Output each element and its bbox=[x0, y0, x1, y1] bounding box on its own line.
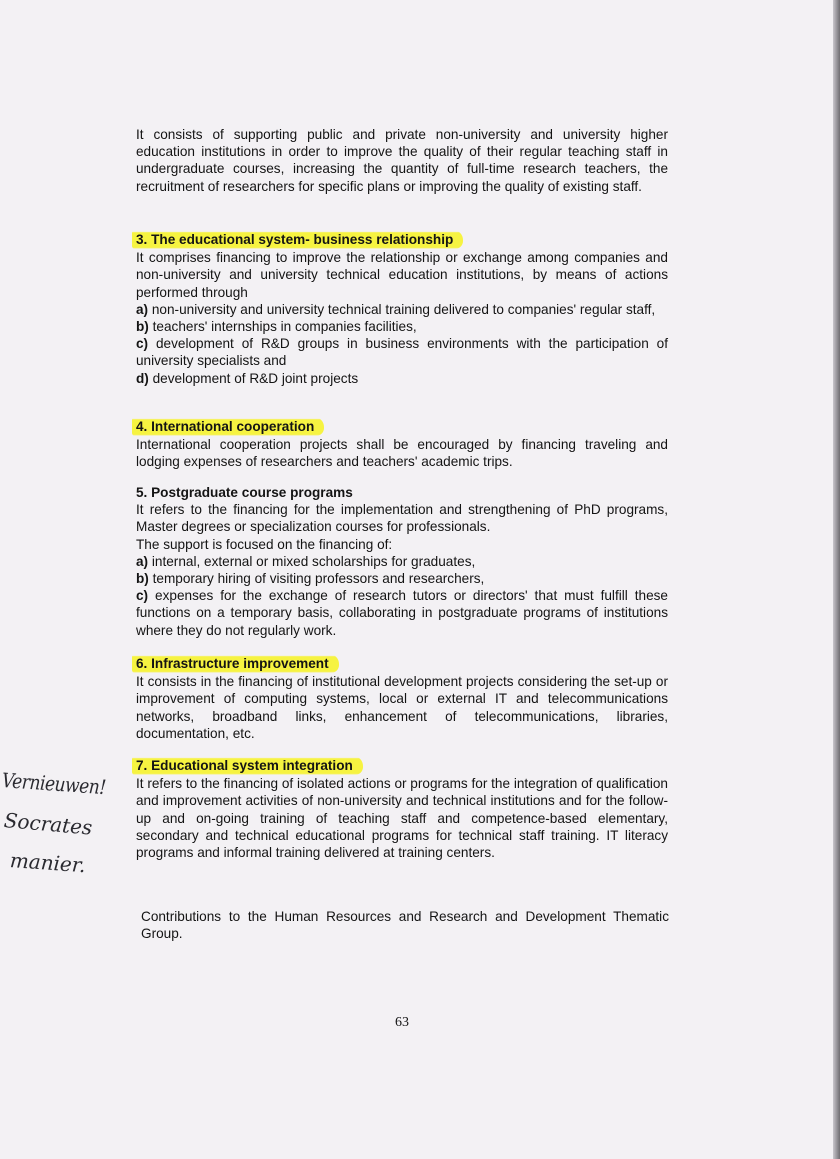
handwritten-note-line-3: manier. bbox=[9, 848, 87, 878]
section-5-item-a: a) internal, external or mixed scholarships for graduates, bbox=[136, 553, 476, 569]
handwritten-margin-note bbox=[2, 760, 142, 880]
section-3-body: It comprises financing to improve the relationship or exchange among companies and non-university and university technical education institutions, by means of actions performed through bbox=[136, 250, 668, 300]
section-4-heading: 4. International cooperation bbox=[132, 417, 324, 436]
section-7 bbox=[136, 756, 668, 861]
page-number: 63 bbox=[395, 1015, 409, 1030]
section-5-item-b: b) temporary hiring of visiting professors and researchers, bbox=[136, 571, 485, 587]
section-5 bbox=[136, 484, 668, 639]
section-4-body: International cooperation projects shall be encouraged by financing traveling and lodging expenses of researchers and teachers' academic trips. bbox=[136, 437, 668, 470]
contributions-paragraph: Contributions to the Human Resources and Research and Development Thematic Group. bbox=[141, 909, 669, 942]
section-3-heading: 3. The educational system- business relationship bbox=[132, 230, 463, 249]
section-5-body: It refers to the financing for the implementation and strengthening of PhD programs, Master degrees or specialization courses for professionals. bbox=[136, 502, 668, 535]
handwritten-note-line-1: Vernieuwen! bbox=[1, 768, 107, 800]
section-6-heading: 6. Infrastructure improvement bbox=[132, 654, 339, 673]
handwritten-note-line-2: Socrates bbox=[2, 808, 94, 840]
intro-paragraph: It consists of supporting public and private non-university and university higher education institutions in order to improve the quality of their regular teaching staff in undergraduate courses, increasing the quantity of full-time research teachers, the recruitment of researchers for specific plans or improving the quality of existing staff. bbox=[136, 127, 668, 194]
page-edge-shadow bbox=[833, 0, 840, 1159]
section-3-item-a: a) non-university and university technical training delivered to companies' regular staff, bbox=[136, 301, 656, 317]
section-3-item-c: c) development of R&D groups in business environments with the participation of university specialists and bbox=[136, 336, 668, 369]
section-3-item-b: b) teachers' internships in companies facilities, bbox=[136, 319, 417, 335]
section-6 bbox=[136, 654, 668, 742]
section-5-support: The support is focused on the financing of: bbox=[136, 536, 393, 552]
section-4 bbox=[136, 417, 668, 471]
section-5-item-c: c) expenses for the exchange of research tutors or directors' that must fulfill these functions on a temporary basis, collaborating in postgraduate programs of institutions where they do not regularly work. bbox=[136, 588, 668, 638]
section-3 bbox=[136, 230, 668, 387]
section-7-body: It refers to the financing of isolated actions or programs for the integration of qualification and improvement activities of non-university and technical institutions and for the follow-up and on-going training of teaching staff and competence-based elementary, secondary and technical educational programs for technical staff training. IT literacy programs and informal training delivered at training centers. bbox=[136, 776, 668, 861]
section-3-item-d: d) development of R&D joint projects bbox=[136, 370, 359, 386]
section-6-body: It consists in the financing of institutional development projects considering the set-up or improvement of computing systems, local or external IT and telecommunications networks, broadband links, enhancement of telecommunications, libraries, documentation, etc. bbox=[136, 674, 668, 741]
section-7-heading: 7. Educational system integration bbox=[132, 756, 363, 775]
section-5-heading: 5. Postgraduate course programs bbox=[136, 485, 353, 500]
